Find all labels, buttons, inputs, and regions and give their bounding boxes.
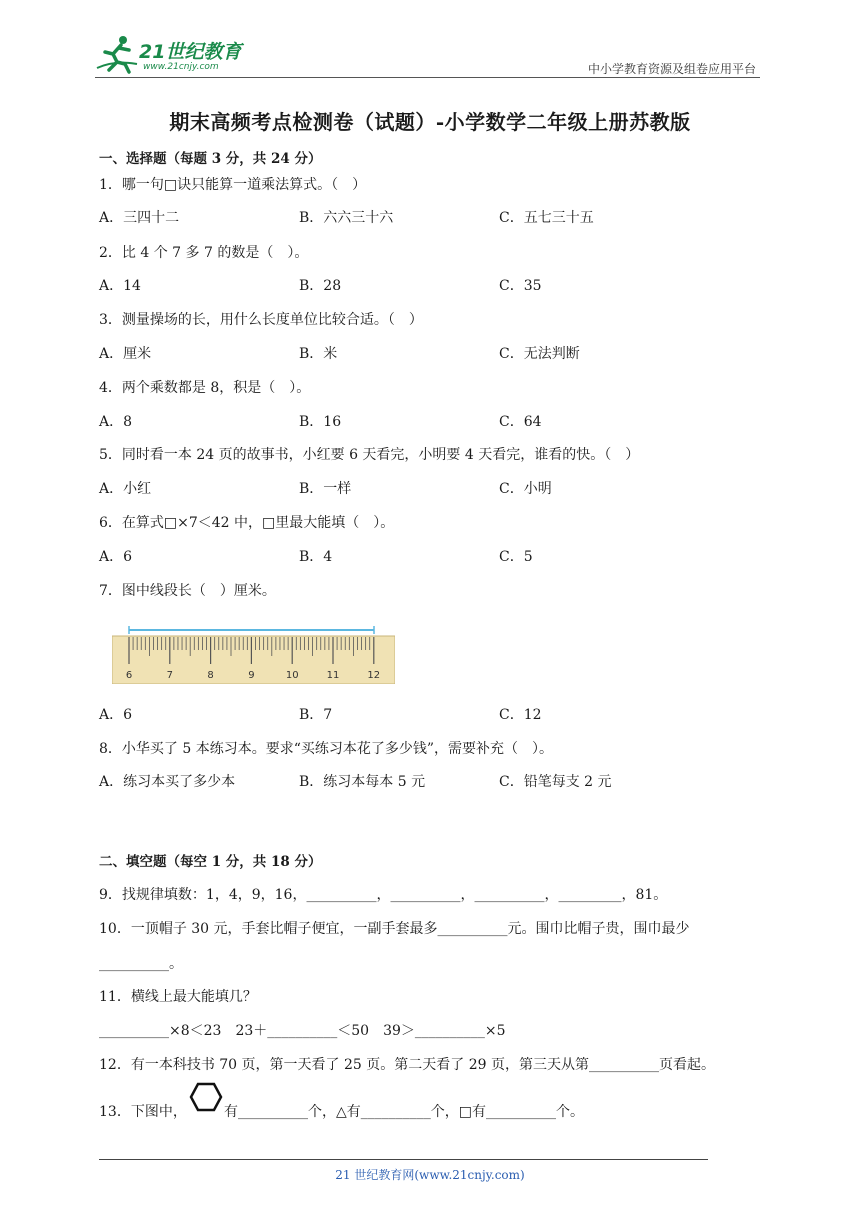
option-6c: C．5	[499, 549, 533, 565]
header-divider	[95, 77, 760, 78]
option-1a: A．三四十二	[99, 210, 180, 226]
option-8b: B．练习本每本 5 元	[299, 774, 426, 790]
question-9: 9．找规律填数：1，4，9，16，__________，__________，__________，_________，81。	[99, 887, 668, 903]
question-7: 7．图中线段长（ ）厘米。	[99, 583, 276, 599]
option-2a: A．14	[99, 278, 141, 294]
page-header	[95, 34, 760, 80]
logo-text: 21世纪教育	[139, 41, 242, 63]
ruler-tick-label: 12	[367, 670, 381, 681]
section-heading-fill: 二、填空题（每空 1 分，共 18 分）	[99, 854, 322, 870]
section-heading-choice: 一、选择题（每题 3 分，共 24 分）	[99, 151, 322, 167]
option-2b: B．28	[299, 278, 342, 294]
logo	[95, 34, 265, 78]
question-12: 12．有一本科技书 70 页，第一天看了 25 页。第二天看了 29 页，第三天从第__________页看起。	[99, 1057, 715, 1073]
question-8: 8．小华买了 5 本练习本。要求“买练习本花了多少钱”，需要补充（ ）。	[99, 741, 554, 757]
option-5c: C．小明	[499, 481, 552, 497]
option-3a: A．厘米	[99, 346, 152, 362]
option-3b: B．米	[299, 346, 338, 362]
option-6b: B．4	[299, 549, 333, 565]
hexagon-icon	[189, 1082, 223, 1112]
question-2: 2．比 4 个 7 多 7 的数是（ ）。	[99, 245, 309, 261]
option-4a: A．8	[99, 414, 133, 430]
option-8c: C．铅笔每支 2 元	[499, 774, 612, 790]
question-4: 4．两个乘数都是 8，积是（ ）。	[99, 380, 311, 396]
ruler-tick-label: 9	[248, 670, 255, 681]
option-4c: C．64	[499, 414, 542, 430]
option-6a: A．6	[99, 549, 133, 565]
ruler-tick-label: 6	[125, 670, 133, 681]
question-3: 3．测量操场的长，用什么长度单位比较合适。（ ）	[99, 312, 423, 328]
page-footer: 21 世纪教育网(www.21cnjy.com)	[335, 1168, 525, 1182]
question-10: 10．一顶帽子 30 元，手套比帽子便宜，一副手套最多__________元。围巾比帽子贵，围巾最少	[99, 921, 690, 937]
option-7b: B．7	[299, 707, 333, 723]
option-5a: A．小红	[99, 481, 152, 497]
header-tagline: 中小学教育资源及组卷应用平台	[587, 62, 756, 76]
ruler-tick-label: 11	[326, 670, 340, 681]
question-5: 5．同时看一本 24 页的故事书，小红要 6 天看完，小明要 4 天看完，谁看的快。（ ）	[99, 447, 640, 463]
ruler-tick-label: 10	[285, 670, 299, 681]
question-10-cont: __________。	[99, 956, 183, 972]
question-11: 11．横线上最大能填几？	[99, 989, 257, 1005]
runner-logo-icon	[95, 34, 139, 74]
logo-url: www.21cnjy.com	[143, 62, 219, 72]
option-5b: B．一样	[299, 481, 352, 497]
question-6: 6．在算式□×7＜42 中，□里最大能填（ ）。	[99, 515, 395, 531]
question-13-rest: 有__________个，△有__________个，□有__________个。	[224, 1104, 584, 1120]
option-1c: C．五七三十五	[499, 210, 594, 226]
ruler-figure	[112, 626, 395, 684]
option-3c: C．无法判断	[499, 346, 580, 362]
option-8a: A．练习本买了多少本	[99, 774, 236, 790]
page-title: 期末高频考点检测卷（试题）-小学数学二年级上册苏教版	[169, 110, 691, 134]
question-11-blanks: __________×8＜23 23＋__________＜50 39＞__________×5	[99, 1023, 506, 1039]
option-2c: C．35	[499, 278, 542, 294]
question-13-lead: 13．下图中，	[99, 1104, 187, 1120]
option-7a: A．6	[99, 707, 133, 723]
ruler-tick-label: 7	[166, 670, 173, 681]
option-1b: B．六六三十六	[299, 210, 394, 226]
ruler-tick-label: 8	[207, 670, 214, 681]
question-1: 1．哪一句□诀只能算一道乘法算式。（ ）	[99, 177, 367, 193]
footer-divider	[99, 1159, 708, 1160]
option-4b: B．16	[299, 414, 342, 430]
option-7c: C．12	[499, 707, 542, 723]
